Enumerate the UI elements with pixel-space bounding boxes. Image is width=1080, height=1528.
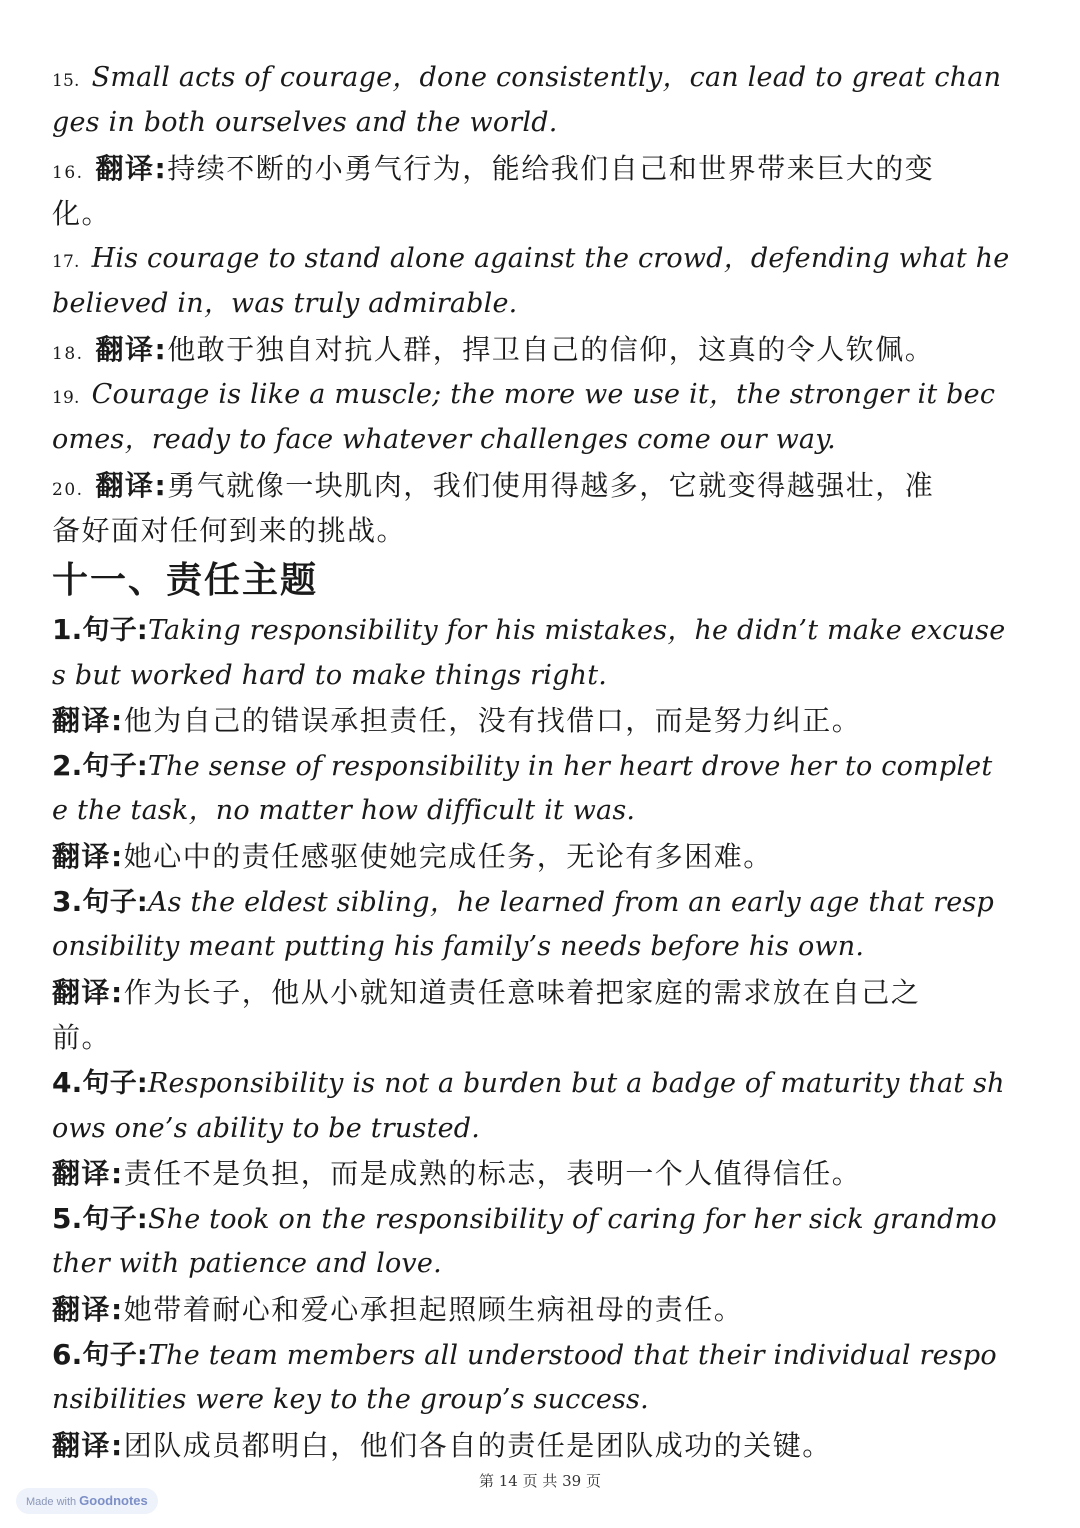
document-body xyxy=(52,55,1032,1468)
sentence-text: The sense of responsibility in her heart drove her to complet xyxy=(147,751,993,783)
line-number: 18. xyxy=(52,343,84,364)
sentence-text: She took on the responsibility of caring for her sick grandmo xyxy=(147,1204,997,1236)
translation-text: 她心中的责任感驱使她完成任务，无论有多困难。 xyxy=(123,839,773,873)
translation-text: 化。 xyxy=(52,196,112,230)
translation-text: 勇气就像一块肌肉，我们使用得越多，它就变得越强壮，准 xyxy=(167,468,935,502)
sentence-text: Courage is like a muscle; the more we use it，the stronger it bec xyxy=(91,379,996,411)
text-line xyxy=(52,327,1032,372)
text-line xyxy=(52,970,1032,1015)
text-line xyxy=(52,1423,1032,1468)
line-number: 19. xyxy=(52,388,80,409)
item-number: 2. xyxy=(52,749,83,783)
sentence-text: His courage to stand alone against the crowd，defending what he xyxy=(91,243,1010,275)
translation-text: 她带着耐心和爱心承担起照顾生病祖母的责任。 xyxy=(123,1292,744,1326)
sentence-text: believed in，was truly admirable. xyxy=(52,288,518,320)
made-with-text: Made with xyxy=(26,1496,77,1508)
sentence-text: nsibilities were key to the group’s success. xyxy=(52,1384,649,1416)
item-number: 4. xyxy=(52,1066,83,1100)
line-number: 20. xyxy=(52,479,84,500)
sentence-text: Taking responsibility for his mistakes，he didn’t make excuse xyxy=(147,615,1006,647)
sentence-text: As the eldest sibling，he learned from an early age that resp xyxy=(147,887,994,919)
sentence-text: s but worked hard to make things right. xyxy=(52,659,608,691)
sentence-text: ows one’s ability to be trusted. xyxy=(52,1112,481,1144)
text-line xyxy=(52,743,1032,788)
translation-text: 他为自己的错误承担责任，没有找借口，而是努力纠正。 xyxy=(123,703,862,737)
translation-label: 翻译: xyxy=(95,332,168,366)
text-line xyxy=(52,1196,1032,1241)
translation-text: 持续不断的小勇气行为，能给我们自己和世界带来巨大的变 xyxy=(167,151,935,185)
translation-text: 作为长子，他从小就知道责任意味着把家庭的需求放在自己之 xyxy=(123,975,921,1009)
text-line xyxy=(52,1151,1032,1196)
sentence-text: onsibility meant putting his family’s needs before his own. xyxy=(52,931,865,963)
line-number: 17. xyxy=(52,252,80,273)
sentence-text: The team members all understood that their individual respo xyxy=(147,1340,997,1372)
text-line xyxy=(52,788,1032,833)
sentence-text: ges in both ourselves and the world. xyxy=(52,107,558,139)
text-line xyxy=(52,55,1032,100)
text-line xyxy=(52,834,1032,879)
sentence-label: 句子: xyxy=(82,1204,148,1236)
text-line xyxy=(52,653,1032,698)
translation-label: 翻译: xyxy=(52,1156,124,1190)
sentence-text: e the task，no matter how difficult it was. xyxy=(52,795,636,827)
text-line xyxy=(52,146,1032,191)
sentence-text: Responsibility is not a burden but a badge of maturity that sh xyxy=(147,1068,1005,1100)
translation-label: 翻译: xyxy=(52,703,124,737)
text-line xyxy=(52,924,1032,969)
translation-text: 他敢于独自对抗人群，捍卫自己的信仰，这真的令人钦佩。 xyxy=(167,332,935,366)
text-line xyxy=(52,1332,1032,1377)
text-line xyxy=(52,508,1032,553)
text-line xyxy=(52,879,1032,924)
translation-text: 前。 xyxy=(52,1020,112,1054)
sentence-label: 句子: xyxy=(82,1340,148,1372)
text-line xyxy=(52,1106,1032,1151)
goodnotes-logo: Goodnotes xyxy=(79,1493,148,1508)
item-number: 3. xyxy=(52,885,83,919)
translation-label: 翻译: xyxy=(52,1428,124,1462)
section-heading: 十一、责任主题 xyxy=(52,560,319,602)
text-line xyxy=(52,463,1032,508)
text-line xyxy=(52,372,1032,417)
translation-text: 团队成员都明白，他们各自的责任是团队成功的关键。 xyxy=(123,1428,832,1462)
goodnotes-badge xyxy=(16,1488,158,1514)
translation-label: 翻译: xyxy=(52,839,124,873)
text-line xyxy=(52,417,1032,462)
text-line xyxy=(52,191,1032,236)
sentence-label: 句子: xyxy=(82,615,148,647)
text-line xyxy=(52,100,1032,145)
text-line xyxy=(52,281,1032,326)
line-number: 16. xyxy=(52,162,84,183)
item-number: 6. xyxy=(52,1338,83,1372)
translation-label: 翻译: xyxy=(95,468,168,502)
item-number: 1. xyxy=(52,613,83,647)
sentence-text: ther with patience and love. xyxy=(52,1248,442,1280)
translation-label: 翻译: xyxy=(52,1292,124,1326)
translation-text: 责任不是负担，而是成熟的标志，表明一个人值得信任。 xyxy=(123,1156,862,1190)
translation-label: 翻译: xyxy=(95,151,168,185)
sentence-label: 句子: xyxy=(82,751,148,783)
page-footer: 第 14 页 共 39 页 xyxy=(478,1472,601,1490)
text-line xyxy=(52,236,1032,281)
text-line xyxy=(52,607,1032,652)
line-number: 15. xyxy=(52,71,80,91)
sentence-text: Small acts of courage，done consistently，can lead to great chan xyxy=(91,62,1002,93)
translation-label: 翻译: xyxy=(52,975,124,1009)
sentence-label: 句子: xyxy=(82,887,148,919)
sentence-text: omes，ready to face whatever challenges come our way. xyxy=(52,424,836,456)
translation-text: 备好面对任何到来的挑战。 xyxy=(52,513,407,547)
text-line xyxy=(52,698,1032,743)
sentence-label: 句子: xyxy=(82,1068,148,1100)
text-line xyxy=(52,1377,1032,1422)
item-number: 5. xyxy=(52,1202,83,1236)
text-line xyxy=(52,1241,1032,1286)
text-line xyxy=(52,1015,1032,1060)
text-line xyxy=(52,1287,1032,1332)
text-line xyxy=(52,1060,1032,1105)
